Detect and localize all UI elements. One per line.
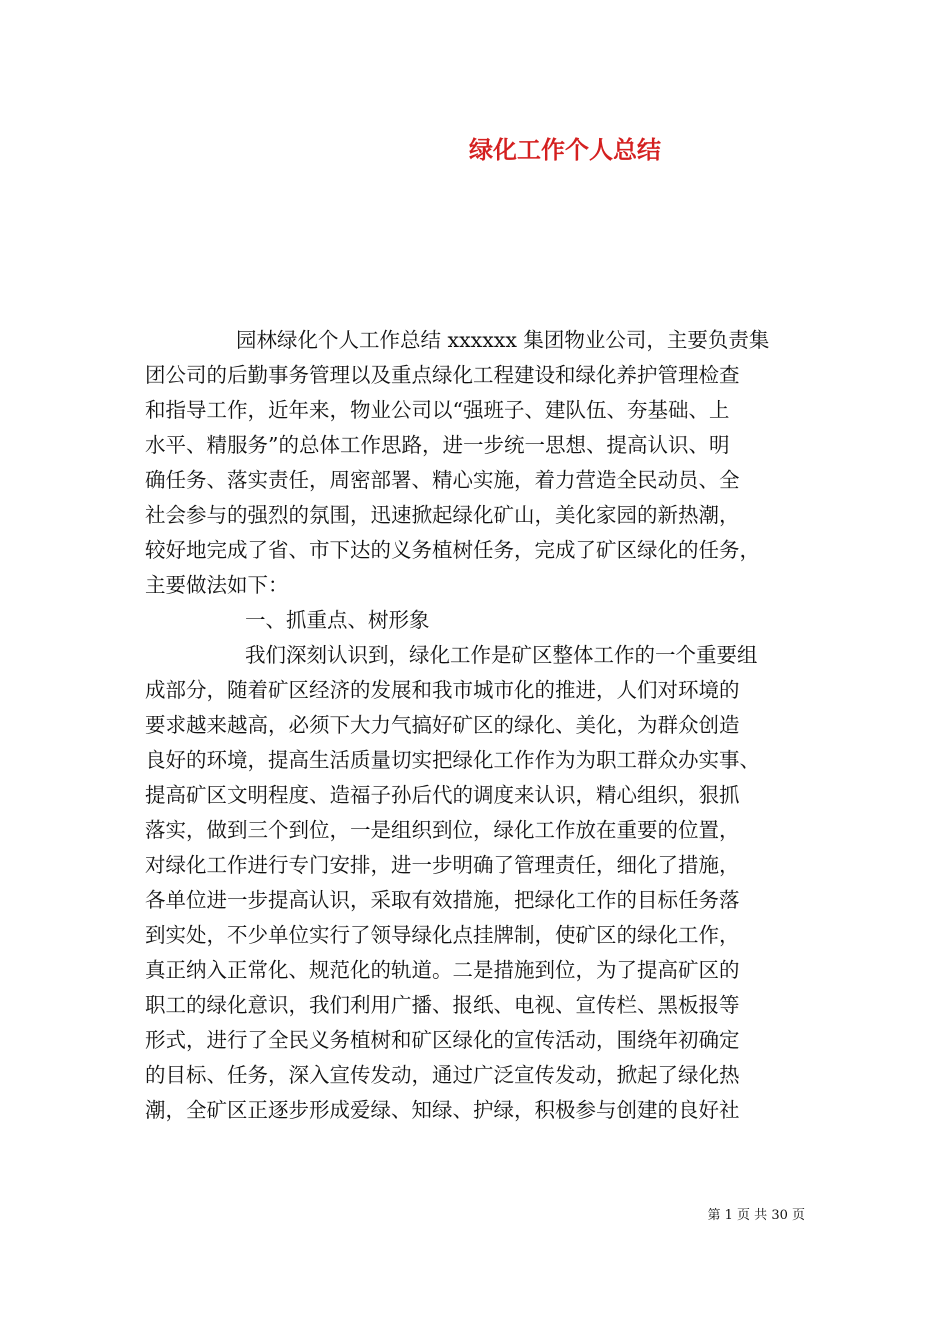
paragraph-line: 要求越来越高，必须下大力气搞好矿区的绿化、美化，为群众创造 <box>145 713 740 737</box>
document-title: 绿化工作个人总结 <box>469 136 661 164</box>
paragraph-line: 良好的环境，提高生活质量切实把绿化工作作为为职工群众办实事、 <box>145 748 760 772</box>
paragraph-line: 我们深刻认识到，绿化工作是矿区整体工作的一个重要组 <box>245 643 758 667</box>
paragraph-line: 各单位进一步提高认识，采取有效措施，把绿化工作的目标任务落 <box>145 888 740 912</box>
paragraph-line: 主要做法如下： <box>145 573 289 597</box>
paragraph-line: 园林绿化个人工作总结 xxxxxx 集团物业公司，主要负责集 <box>236 328 770 352</box>
paragraph-line: 对绿化工作进行专门安排，进一步明确了管理责任，细化了措施， <box>145 853 740 877</box>
paragraph-line: 和指导工作，近年来，物业公司以“强班子、建队伍、夯基础、上 <box>145 398 730 422</box>
paragraph-line: 提高矿区文明程度、造福子孙后代的调度来认识，精心组织，狠抓 <box>145 783 740 807</box>
paragraph-line: 确任务、落实责任，周密部署、精心实施，着力营造全民动员、全 <box>145 468 740 492</box>
paragraph-line: 水平、精服务”的总体工作思路，进一步统一思想、提高认识、明 <box>145 433 730 457</box>
paragraph-line: 团公司的后勤事务管理以及重点绿化工程建设和绿化养护管理检查 <box>145 363 740 387</box>
paragraph-line: 较好地完成了省、市下达的义务植树任务，完成了矿区绿化的任务， <box>145 538 760 562</box>
paragraph-line: 的目标、任务，深入宣传发动，通过广泛宣传发动，掀起了绿化热 <box>145 1063 740 1087</box>
paragraph-line: 成部分，随着矿区经济的发展和我市城市化的推进，人们对环境的 <box>145 678 740 702</box>
document-body <box>145 323 825 1128</box>
paragraph-line: 社会参与的强烈的氛围，迅速掀起绿化矿山，美化家园的新热潮， <box>145 503 740 527</box>
section-heading: 一、抓重点、树形象 <box>245 608 430 632</box>
page-number: 第 1 页 共 30 页 <box>707 1208 805 1223</box>
paragraph-line: 到实处，不少单位实行了领导绿化点挂牌制，使矿区的绿化工作， <box>145 923 740 947</box>
paragraph-line: 真正纳入正常化、规范化的轨道。二是措施到位，为了提高矿区的 <box>145 958 740 982</box>
paragraph-line: 职工的绿化意识，我们利用广播、报纸、电视、宣传栏、黑板报等 <box>145 993 740 1017</box>
paragraph-line: 形式，进行了全民义务植树和矿区绿化的宣传活动，围绕年初确定 <box>145 1028 740 1052</box>
paragraph-line: 落实，做到三个到位，一是组织到位，绿化工作放在重要的位置， <box>145 818 740 842</box>
paragraph-line: 潮，全矿区正逐步形成爱绿、知绿、护绿，积极参与创建的良好社 <box>145 1098 740 1122</box>
